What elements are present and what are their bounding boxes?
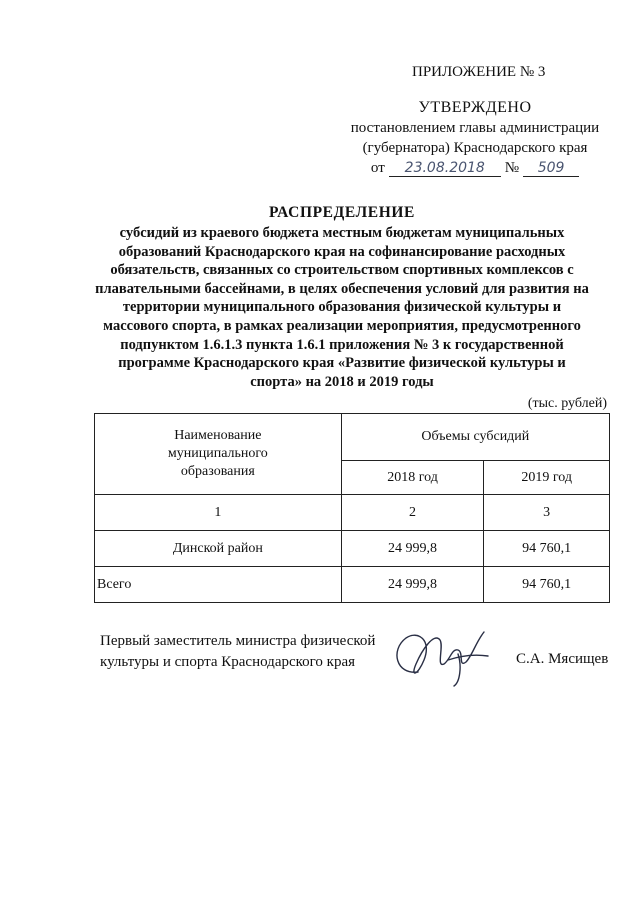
date-number-line xyxy=(340,158,610,178)
title-description: субсидий из краевого бюджета местным бюджетам муниципальных образований Краснодарского края на софинансирование расходных обязательств, связанных со строительством спортивных комплексов с плавательными бассейнами, в целях обеспечения условий для развития на территории муниципального образования физической культуры и массового спорта, в рамках реализации мероприятия, предусмотренного подпунктом 1.6.1.3 пункта 1.6.1 приложения № 3 к государственной программе Краснодарского края «Развитие физической культуры и спорта» на 2018 и 2019 годы xyxy=(95,225,589,390)
total-2018: 24 999,8 xyxy=(341,567,484,603)
units-label: (тыс. рублей) xyxy=(527,396,607,411)
header-municipality: Наименование муниципального образования xyxy=(95,414,342,495)
handwritten-date: 23.08.2018 xyxy=(389,160,501,177)
appendix-number: ПРИЛОЖЕНИЕ № 3 xyxy=(412,64,546,80)
value-2019: 94 760,1 xyxy=(484,531,610,567)
index-cell: 2 xyxy=(341,495,484,531)
value-2018: 24 999,8 xyxy=(341,531,484,567)
document-title xyxy=(92,204,592,391)
municipality-name: Динской район xyxy=(95,531,342,567)
handwritten-signature xyxy=(388,620,498,695)
total-label: Всего xyxy=(95,567,342,603)
approved-label: УТВЕРЖДЕНО xyxy=(418,99,532,116)
table-row xyxy=(95,531,610,567)
index-cell: 3 xyxy=(484,495,610,531)
column-index-row xyxy=(95,495,610,531)
header-year-2019: 2019 год xyxy=(484,461,610,495)
total-row xyxy=(95,567,610,603)
handwritten-number: 509 xyxy=(523,160,579,177)
title-heading: РАСПРЕДЕЛЕНИЕ xyxy=(269,204,415,221)
header-subsidy-volume: Объемы субсидий xyxy=(341,414,609,461)
signatory-name: С.А. Мясищев xyxy=(516,651,609,667)
subsidy-table xyxy=(94,413,610,603)
total-2019: 94 760,1 xyxy=(484,567,610,603)
header-year-2018: 2018 год xyxy=(341,461,484,495)
index-cell: 1 xyxy=(95,495,342,531)
date-prefix: от xyxy=(370,160,385,176)
approval-block xyxy=(340,98,610,178)
signatory-position: Первый заместитель министра физической культуры и спорта Краснодарского края xyxy=(100,633,376,670)
number-prefix: № xyxy=(504,160,520,176)
approved-by-line2: (губернатора) Краснодарского края xyxy=(362,140,588,156)
approved-by-line1: постановлением главы администрации xyxy=(350,120,600,136)
